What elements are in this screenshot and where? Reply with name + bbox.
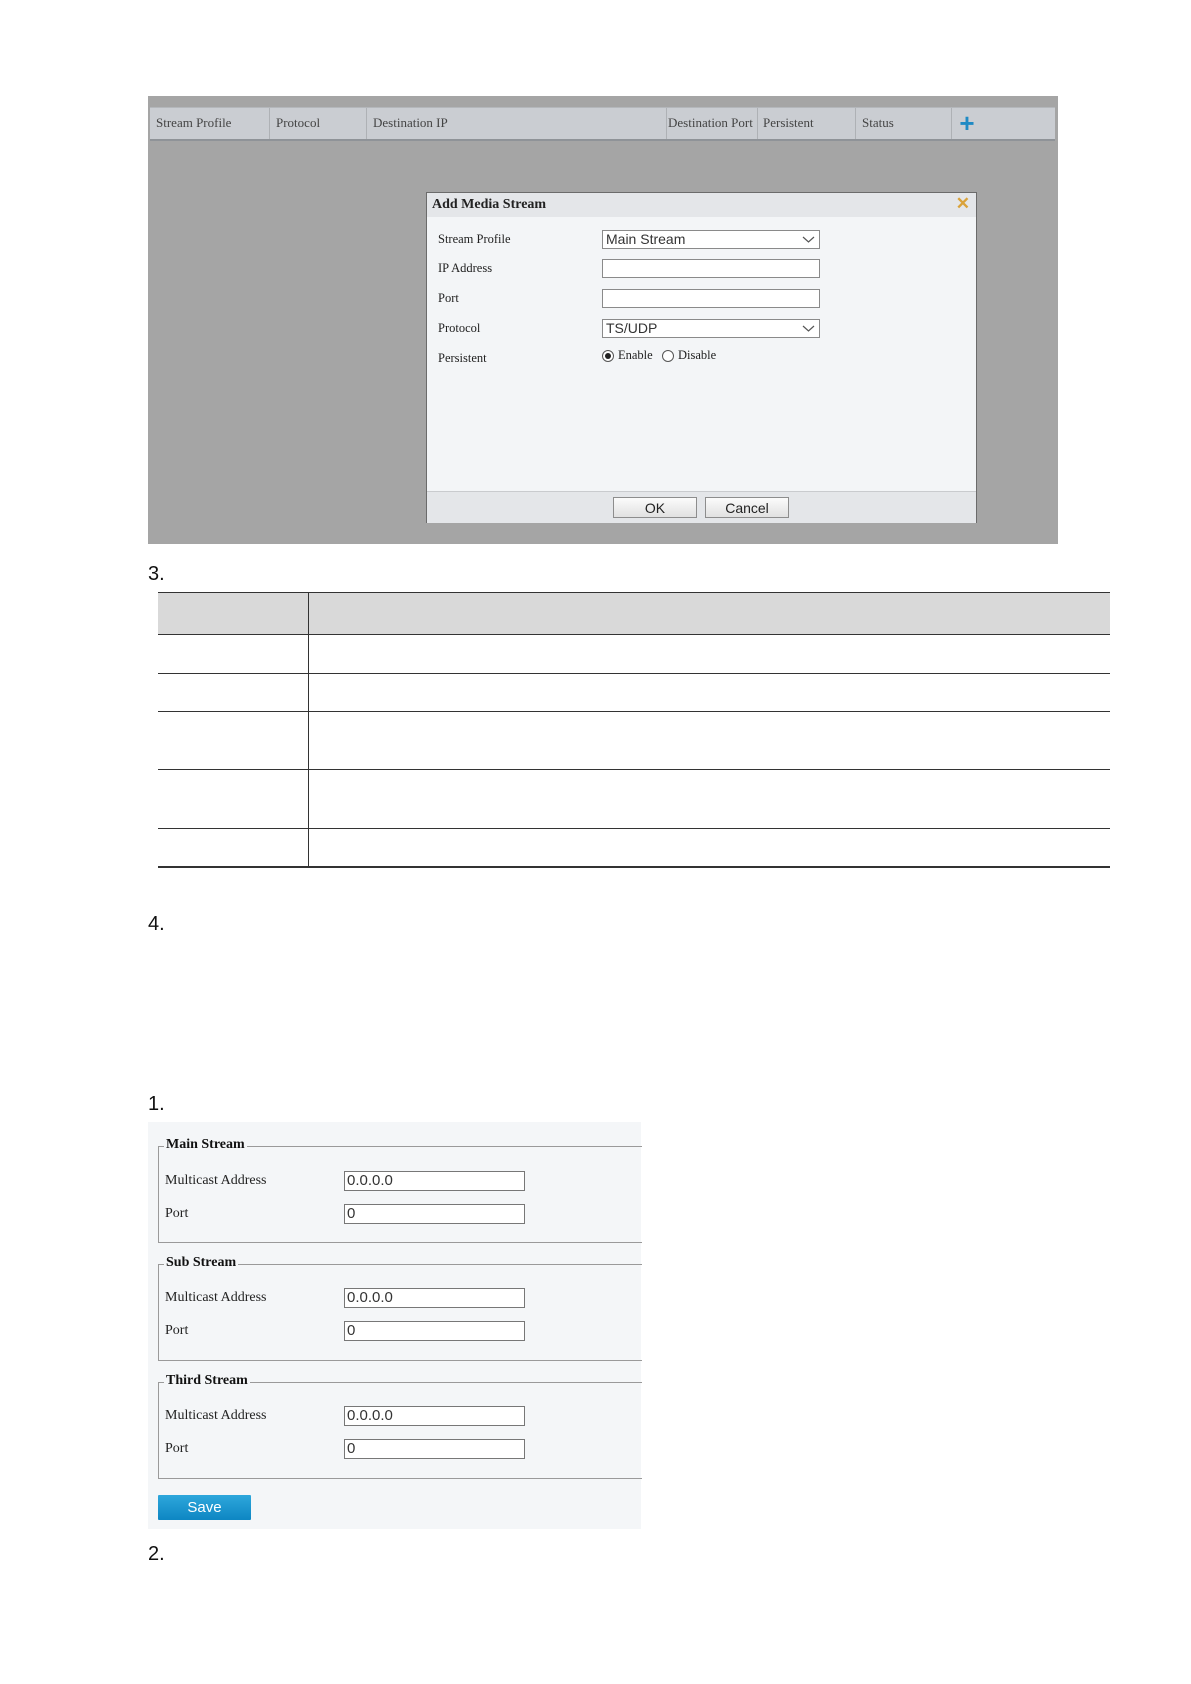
port-label: Port [438,291,459,305]
chevron-down-icon [802,320,815,342]
ok-button[interactable]: OK [613,497,697,518]
step-number-1: 1. [148,1093,165,1115]
port-label: Port [165,1441,189,1456]
multicast-address-label: Multicast Address [165,1173,267,1188]
persistent-label: Persistent [438,351,487,365]
chevron-down-icon [802,231,815,253]
column-status: Status [856,108,952,139]
stream-profile-select[interactable] [602,230,820,249]
main-stream-title: Main Stream [166,1137,245,1152]
table-row-divider [158,673,1110,674]
step-number-3: 3. [148,563,165,585]
parameter-table [158,592,1110,868]
ip-address-label: IP Address [438,261,493,275]
main-stream-fieldset [158,1137,642,1243]
protocol-value: TS/UDP [606,320,658,336]
table-row-divider [158,769,1110,770]
persistent-enable-radio[interactable] [602,350,614,362]
column-protocol: Protocol [270,108,367,139]
plus-icon[interactable]: + [959,108,975,138]
close-icon[interactable]: ✕ [955,194,970,213]
add-media-stream-dialog [426,192,977,523]
multicast-address-label: Multicast Address [165,1408,267,1423]
port-label: Port [165,1206,189,1221]
multicast-settings-screenshot [148,1122,641,1529]
port-input[interactable] [602,289,820,308]
stream-profile-label: Stream Profile [438,232,511,246]
protocol-label: Protocol [438,321,481,335]
table-row-divider [158,828,1110,829]
dialog-title: Add Media Stream [432,197,547,212]
third-stream-multicast-address-input[interactable]: 0.0.0.0 [344,1406,525,1426]
table-row-divider [158,634,1110,635]
ip-address-input[interactable] [602,259,820,278]
column-destination-port: Destination Port [662,108,758,139]
column-destination-ip: Destination IP [367,108,667,139]
dialog-titlebar [427,193,976,217]
persistent-enable-label: Enable [618,348,653,362]
table-row-divider [158,711,1110,712]
sub-stream-title: Sub Stream [166,1255,237,1270]
step-number-2: 2. [148,1543,165,1565]
save-button[interactable]: Save [158,1495,251,1520]
column-persistent: Persistent [757,108,856,139]
table-header-row [158,592,1110,635]
multicast-address-label: Multicast Address [165,1290,267,1305]
protocol-select[interactable] [602,319,820,338]
main-stream-port-input[interactable]: 0 [344,1204,525,1224]
dialog-footer [427,491,976,523]
third-stream-title: Third Stream [166,1373,248,1388]
stream-profile-value: Main Stream [606,231,686,247]
stream-list-header [150,107,1055,141]
column-stream-profile: Stream Profile [150,108,270,139]
port-label: Port [165,1323,189,1338]
cancel-button[interactable]: Cancel [705,497,789,518]
step-number-4: 4. [148,913,165,935]
table-bottom-border [158,866,1110,868]
media-stream-screenshot [148,96,1058,544]
table-column-divider [308,592,309,868]
sub-stream-port-input[interactable]: 0 [344,1321,525,1341]
main-stream-multicast-address-input[interactable]: 0.0.0.0 [344,1171,525,1191]
radio-selected-dot [605,353,611,359]
persistent-disable-label: Disable [678,348,717,362]
persistent-disable-radio[interactable] [662,350,674,362]
sub-stream-multicast-address-input[interactable]: 0.0.0.0 [344,1288,525,1308]
sub-stream-fieldset [158,1255,642,1361]
third-stream-fieldset [158,1373,642,1479]
third-stream-port-input[interactable]: 0 [344,1439,525,1459]
